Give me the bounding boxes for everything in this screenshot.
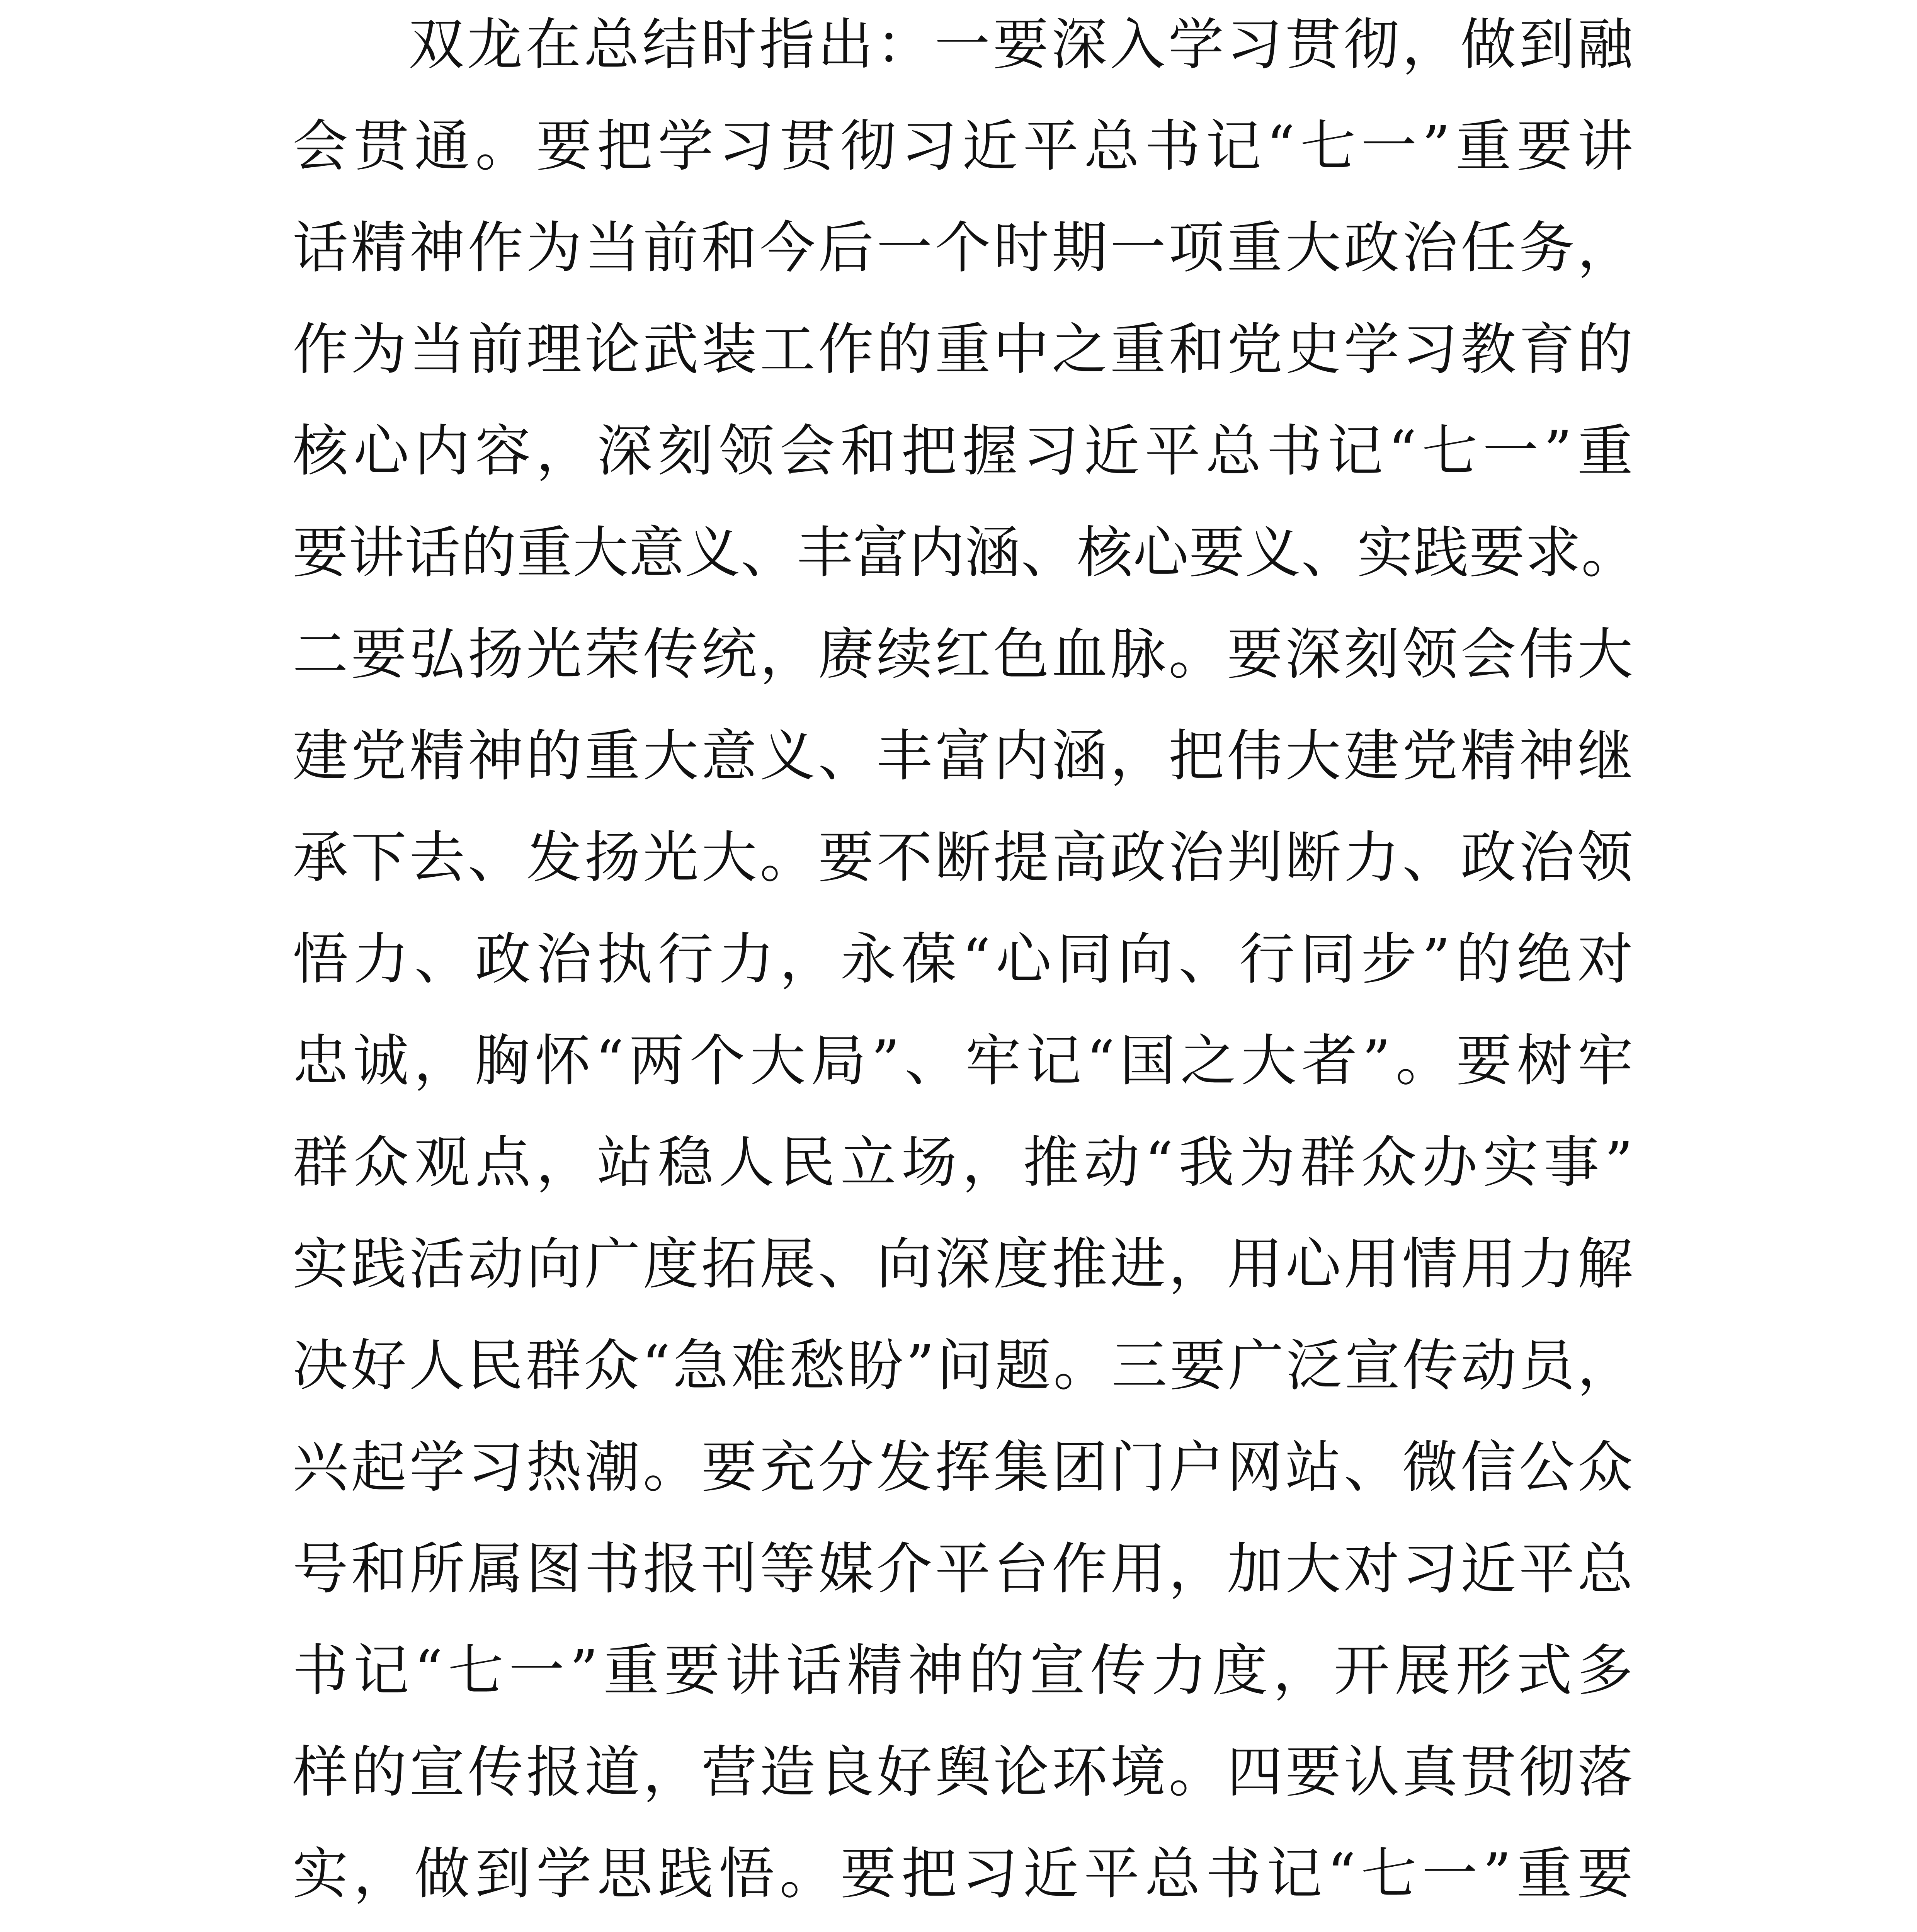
text-line: 承下去、发扬光大。要不断提高政治判断力、政治领 (293, 825, 1633, 890)
text-line: 会贯通。要把学习贯彻习近平总书记“七一”重要讲 (293, 114, 1633, 179)
text-line: 作为当前理论武装工作的重中之重和党史学习教育的 (293, 317, 1633, 382)
text-line: 话精神作为当前和今后一个时期一项重大政治任务， (293, 215, 1633, 280)
text-line: 群众观点，站稳人民立场，推动“我为群众办实事” (293, 1130, 1633, 1195)
text-line: 样的宣传报道，营造良好舆论环境。四要认真贯彻落 (293, 1740, 1633, 1804)
text-line: 双龙在总结时指出：一要深入学习贯彻，做到融 (408, 12, 1633, 77)
text-line: 书记“七一”重要讲话精神的宣传力度，开展形式多 (293, 1638, 1633, 1703)
text-line: 忠诚，胸怀“两个大局”、牢记“国之大者”。要树牢 (293, 1028, 1633, 1093)
text-line: 悟力、政治执行力，永葆“心同向、行同步”的绝对 (293, 927, 1633, 992)
text-line: 兴起学习热潮。要充分发挥集团门户网站、微信公众 (293, 1435, 1633, 1500)
text-line: 二要弘扬光荣传统，赓续红色血脉。要深刻领会伟大 (293, 622, 1633, 687)
body-paragraph (293, 0, 1638, 1932)
text-line: 核心内容，深刻领会和把握习近平总书记“七一”重 (293, 418, 1633, 483)
text-line: 实践活动向广度拓展、向深度推进，用心用情用力解 (293, 1231, 1633, 1296)
text-line: 号和所属图书报刊等媒介平台作用，加大对习近平总 (293, 1536, 1633, 1601)
text-line: 决好人民群众“急难愁盼”问题。三要广泛宣传动员， (293, 1333, 1633, 1398)
text-line: 建党精神的重大意义、丰富内涵，把伟大建党精神继 (293, 723, 1633, 788)
text-line: 要讲话的重大意义、丰富内涵、核心要义、实践要求。 (293, 520, 1638, 585)
text-line: 实，做到学思践悟。要把习近平总书记“七一”重要 (293, 1841, 1633, 1906)
